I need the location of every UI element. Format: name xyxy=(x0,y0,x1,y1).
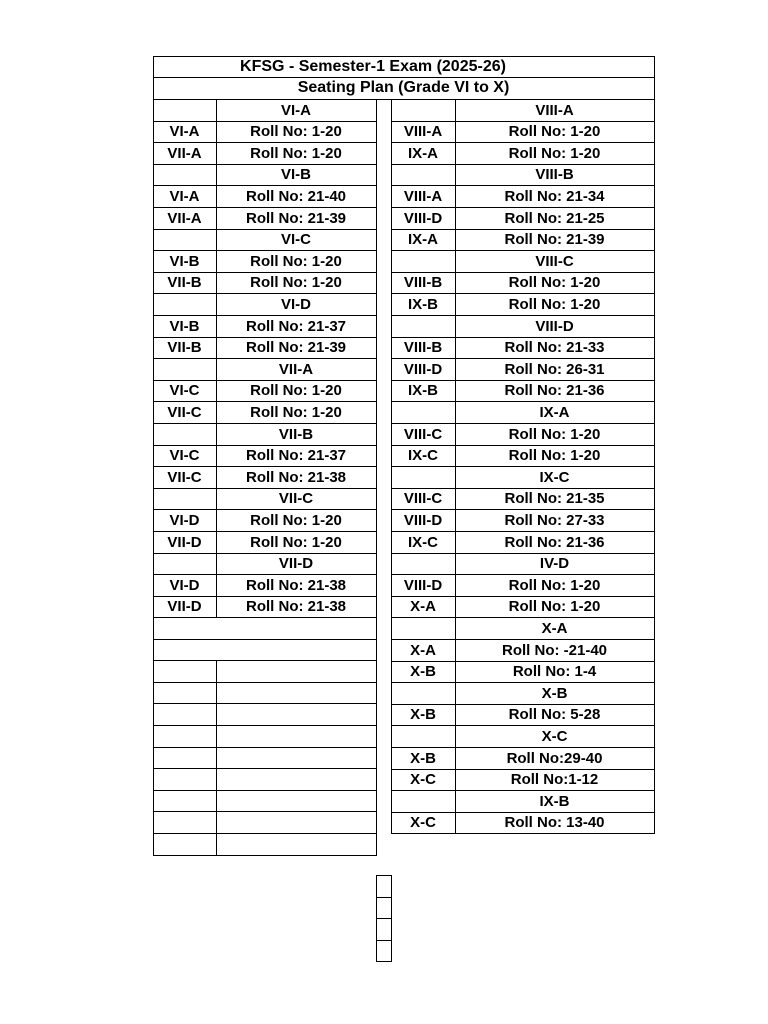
class-cell: IX-B xyxy=(408,295,438,313)
grid-line xyxy=(153,682,377,683)
roll-cell: Roll No: 1-20 xyxy=(508,295,601,313)
room-label: IX-A xyxy=(539,403,570,421)
room-label: VIII-C xyxy=(535,252,574,270)
grid-line xyxy=(376,617,377,855)
roll-cell: Roll No: 1-20 xyxy=(508,576,601,594)
class-cell: VI-D xyxy=(169,511,200,529)
room-label: X-C xyxy=(541,727,568,745)
class-cell: VII-A xyxy=(167,144,202,162)
room-label: X-A xyxy=(541,619,568,637)
roll-cell: Roll No: 1-20 xyxy=(508,274,601,291)
class-cell: VI-A xyxy=(169,123,200,140)
grid-line xyxy=(153,811,377,812)
grid-line xyxy=(376,99,377,617)
roll-cell: Roll No: 1-20 xyxy=(250,252,342,270)
room-label: VII-D xyxy=(278,555,314,572)
grid-line xyxy=(376,940,392,941)
class-cell: VIII-C xyxy=(403,490,443,507)
grid-line xyxy=(216,660,217,855)
room-label: VIII-B xyxy=(535,166,574,183)
roll-cell: Roll No: 21-39 xyxy=(245,339,347,356)
roll-cell: Roll No: 1-20 xyxy=(250,274,342,291)
roll-cell: Roll No: 1-20 xyxy=(508,123,601,140)
roll-cell: Roll No:29-40 xyxy=(506,749,603,767)
grid-line xyxy=(376,961,392,962)
class-cell: VIII-D xyxy=(403,209,443,227)
roll-cell: Roll No: 13-40 xyxy=(504,814,605,831)
roll-cell: Roll No: 1-4 xyxy=(512,663,597,680)
room-label: IX-B xyxy=(539,792,570,810)
class-cell: VII-C xyxy=(167,403,202,421)
roll-cell: Roll No: 21-33 xyxy=(504,339,605,356)
class-cell: VIII-B xyxy=(403,274,443,291)
grid-line xyxy=(153,617,377,618)
class-cell: VII-B xyxy=(167,274,202,291)
grid-line xyxy=(153,617,154,855)
class-cell: VIII-D xyxy=(403,360,443,378)
roll-cell: Roll No:1-12 xyxy=(510,771,599,788)
room-label: X-B xyxy=(541,684,568,702)
grid-line xyxy=(153,855,377,856)
roll-cell: Roll No: 21-36 xyxy=(504,533,605,551)
roll-cell: Roll No: 21-25 xyxy=(504,209,605,227)
room-label: VIII-D xyxy=(535,317,574,335)
roll-cell: Roll No: 1-20 xyxy=(250,403,342,421)
roll-cell: Roll No: 1-20 xyxy=(508,598,601,615)
roll-cell: Roll No: 21-37 xyxy=(245,447,347,464)
class-cell: VII-D xyxy=(167,533,202,551)
roll-cell: Roll No: 21-34 xyxy=(504,187,605,205)
roll-cell: Roll No: -21-40 xyxy=(501,641,607,659)
grid-line xyxy=(153,703,377,704)
roll-cell: Roll No: 5-28 xyxy=(508,706,601,723)
class-cell: VIII-D xyxy=(403,511,443,529)
room-label: VIII-A xyxy=(535,101,574,119)
class-cell: IX-B xyxy=(408,382,438,399)
grid-line xyxy=(153,768,377,769)
class-cell: IX-C xyxy=(408,533,438,551)
class-cell: X-B xyxy=(410,706,436,723)
roll-cell: Roll No: 21-36 xyxy=(504,382,605,399)
class-cell: IX-C xyxy=(408,447,438,464)
grid-line xyxy=(376,918,392,919)
grid-line xyxy=(153,639,377,640)
room-label: VI-B xyxy=(281,166,311,183)
roll-cell: Roll No: 21-38 xyxy=(245,576,347,594)
grid-line xyxy=(654,99,655,833)
class-cell: VIII-C xyxy=(403,425,443,443)
grid-line xyxy=(153,833,377,834)
room-label: VII-A xyxy=(278,360,314,378)
class-cell: VIII-A xyxy=(403,187,443,205)
class-cell: X-A xyxy=(410,598,436,615)
grid-line xyxy=(376,897,392,898)
roll-cell: Roll No: 1-20 xyxy=(250,511,342,529)
seating-plan-subtitle: Seating Plan (Grade VI to X) xyxy=(297,79,510,96)
room-label: VI-D xyxy=(281,295,311,313)
grid-line xyxy=(391,833,655,834)
class-cell: IX-A xyxy=(408,231,438,248)
roll-cell: Roll No: 1-20 xyxy=(250,533,342,551)
roll-cell: Roll No: 1-20 xyxy=(508,425,601,443)
class-cell: VI-A xyxy=(169,187,200,205)
room-label: VII-C xyxy=(278,490,314,507)
class-cell: X-C xyxy=(410,814,436,831)
roll-cell: Roll No: 1-20 xyxy=(250,123,342,140)
roll-cell: Roll No: 21-39 xyxy=(504,231,605,248)
roll-cell: Roll No: 21-35 xyxy=(504,490,605,507)
roll-cell: Roll No: 1-20 xyxy=(508,447,601,464)
class-cell: VI-B xyxy=(169,252,200,270)
class-cell: VI-C xyxy=(169,382,200,399)
grid-line xyxy=(153,660,377,661)
class-cell: X-B xyxy=(410,749,436,767)
class-cell: X-B xyxy=(410,663,436,680)
roll-cell: Roll No: 21-40 xyxy=(245,187,347,205)
class-cell: VII-D xyxy=(167,598,202,615)
class-cell: VII-C xyxy=(167,468,202,486)
grid-line xyxy=(153,790,377,791)
class-cell: VI-D xyxy=(169,576,200,594)
class-cell: VII-B xyxy=(167,339,202,356)
grid-line xyxy=(376,875,392,876)
exam-title: KFSG - Semester-1 Exam (2025-26) xyxy=(240,58,506,75)
room-label: IV-D xyxy=(539,555,570,572)
class-cell: VIII-D xyxy=(403,576,443,594)
grid-line xyxy=(391,875,392,961)
grid-line xyxy=(153,725,377,726)
class-cell: IX-A xyxy=(408,144,438,162)
roll-cell: Roll No: 27-33 xyxy=(504,511,605,529)
roll-cell: Roll No: 21-37 xyxy=(245,317,347,335)
class-cell: VI-B xyxy=(169,317,200,335)
roll-cell: Roll No: 1-20 xyxy=(250,382,342,399)
grid-line xyxy=(153,747,377,748)
roll-cell: Roll No: 21-38 xyxy=(245,598,347,615)
room-label: VII-B xyxy=(278,425,314,443)
class-cell: X-C xyxy=(410,771,436,788)
roll-cell: Roll No: 1-20 xyxy=(508,144,601,162)
class-cell: VIII-B xyxy=(403,339,443,356)
grid-line xyxy=(376,875,377,961)
roll-cell: Roll No: 21-39 xyxy=(245,209,347,227)
roll-cell: Roll No: 1-20 xyxy=(250,144,342,162)
roll-cell: Roll No: 26-31 xyxy=(504,360,605,378)
class-cell: VIII-A xyxy=(403,123,443,140)
room-label: VI-C xyxy=(281,231,311,248)
class-cell: VII-A xyxy=(167,209,202,227)
room-label: IX-C xyxy=(539,468,570,486)
class-cell: X-A xyxy=(410,641,436,659)
roll-cell: Roll No: 21-38 xyxy=(245,468,347,486)
room-label: VI-A xyxy=(281,101,311,119)
grid-line xyxy=(654,56,655,99)
class-cell: VI-C xyxy=(169,447,200,464)
